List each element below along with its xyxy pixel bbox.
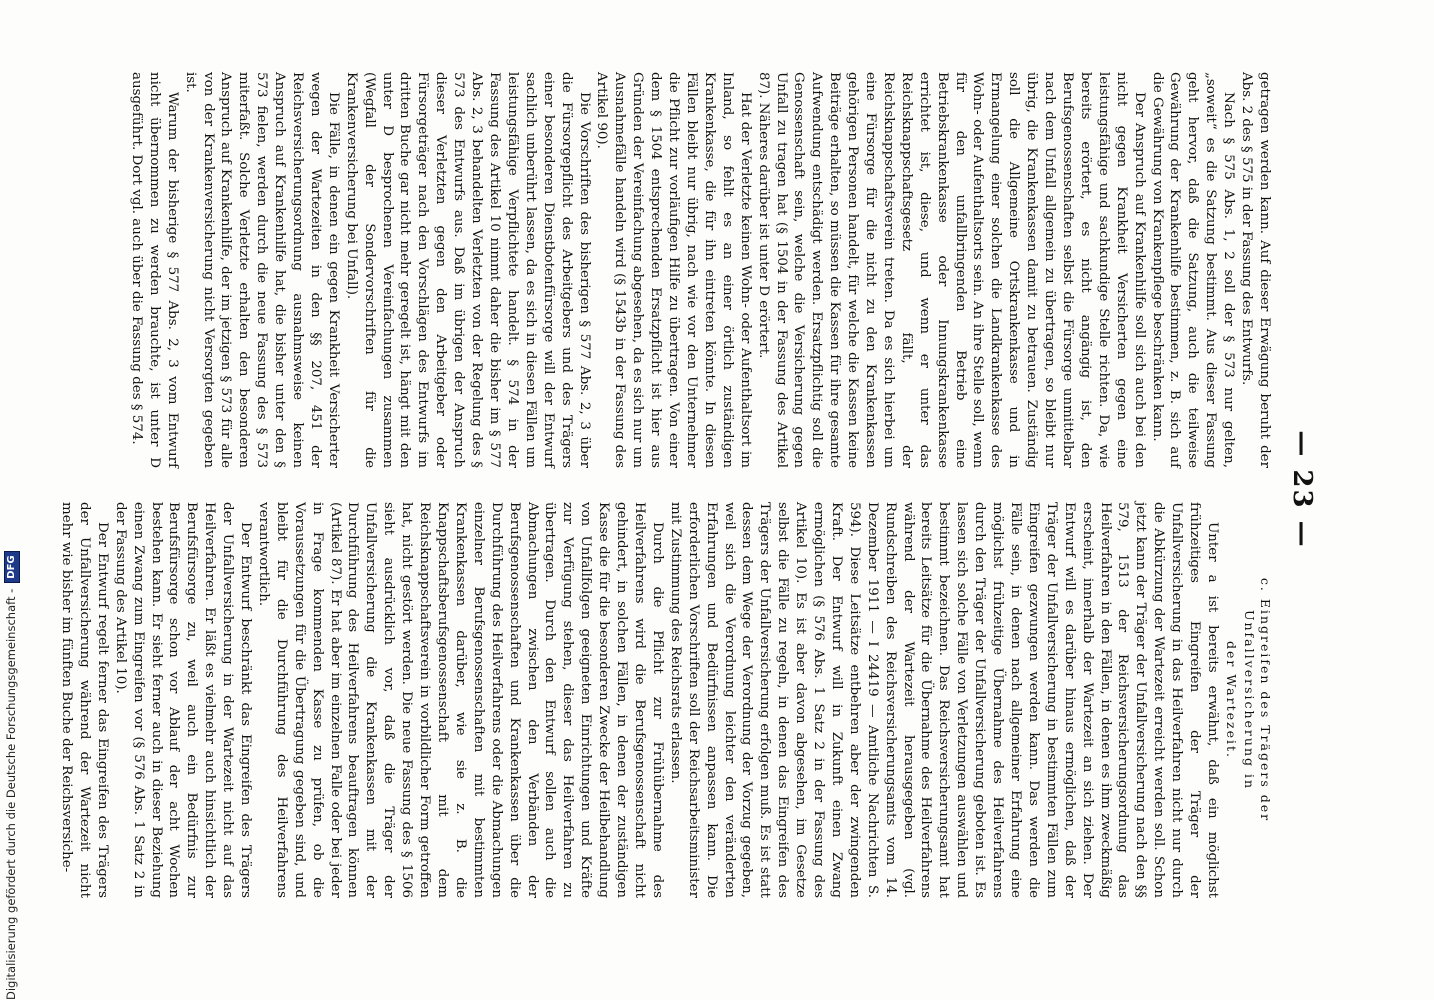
paragraph: Die Vorschriften des bisherigen § 577 Abs. 2, 3 über die Fürsorgepflicht des Arbeitgebers und des Trägers einer besonderen Dienstbotenfürsorge will der Entwurf sachlich unberührt lassen, da es sich in diesen Fällen um leistungsfähige Verpflichtete handelt. § 574 in der Fassung des Artikel 10 nimmt daher die bisher im § 577 Abs. 2, 3 behandelten Verletzten von der Regelung des § 573 des Entwurfs aus. Daß im übrigen der Anspruch dieser Verletzten gegen den Arbeitgeber oder Fürsorgeträger nach den Vorschlägen des Entwurfs im dritten Buche gar nicht mehr geregelt ist, hängt mit den unter D besprochenen Vereinfachungen zusammen (Wegfall der Sondervorschriften für die Krankenversicherung bei Unfall).	[343, 72, 592, 468]
rotated-document-page	[59, 72, 1317, 907]
paragraph: Die Fälle, in denen ein gegen Krankheit Versicherter wegen der Wartezeiten in den §§ 207, 451 der Reichsversicherungsordnung ausnahmsweise keinen Anspruch auf Krankenhilfe hat, die bisher unter den § 573 fielen, werden durch die neue Fassung des § 573 miterfaßt. Solche Verletzte erhalten den besonderen Anspruch auf Krankenhilfe, der im jetzigen § 573 für alle von der Krankenversicherung nicht Versorgten gegeben ist.	[182, 72, 341, 468]
paragraph: Der Entwurf regelt ferner das Eingreifen des Trägers der Unfallversicherung während der Wartezeit nicht mehr wie bisher im fünften Buche der Reichsversiche-	[59, 502, 110, 898]
paragraph: Warum der bisherige § 577 Abs. 2, 3 vom Entwurf nicht übernommen zu werden brauchte, ist unter D ausgeführt. Dort vgl. auch über die Fassung des § 574.	[128, 72, 180, 468]
paragraph: Unter a ist bereits erwähnt, daß ein möglichst frühzeitiges Eingreifen der Träger der Unfallversicherung in das Heilverfahren nicht nur durch die Abkürzung der Wartezeit erreicht werden soll. Schon jetzt kann der Träger der Unfallversicherung nach den §§ 579, 1513 der Reichsversicherungsordnung das Heilverfahren in den Fällen, in denen es ihm zweckmäßig erscheint, innerhalb der Wartezeit an sich ziehen. Der Entwurf will es darüber hinaus ermöglichen, daß der Träger der Unfallversicherung in bestimmten Fällen zum Eingreifen gezwungen werden kann. Das werden die Fälle sein, in denen nach allgemeiner Erfahrung eine möglichst frühzeitige Übernahme des Heilverfahrens durch den Träger der Unfallversicherung geboten ist. Es lassen sich solche Fälle von Verletzungen auswählen und bestimmt bezeichnen. Das Reichsversicherungsamt hat bereits Leitsätze für die Übernahme des Heilverfahrens während der Wartezeit herausgegeben (vgl. Rundschreiben des Reichsversicherungsamts vom 14. Dezember 1911 — I 24419 — Amtliche Nachrichten S. 594). Diese Leitsätze entbehren aber der zwingenden Kraft. Der Entwurf will in Zukunft einen Zwang ermöglichen (§ 576 Abs. 1 Satz 2 in der Fassung des Artikel 10). Es ist aber davon abgesehen, im Gesetze selbst die Fälle zu regeln, in denen das Eingreifen des Trägers der Unfallversicherung erfolgen muß. Es ist statt dessen dem Wege der Verordnung der Vorzug gegeben, weil sich die Verordnung leichter den veränderten Erfahrungen und Bedürfnissen anpassen kann. Die erforderlichen Vorschriften soll der Reichsarbeitsminister mit Zustimmung des Reichsrats erlassen.	[667, 502, 1220, 898]
dfg-logo: DFG	[4, 551, 20, 582]
paragraph: Durch die Pflicht zur Frühübernahme des Heilverfahrens wird die Berufsgenossenschaft nicht gehindert, in solchen Fällen, in denen der zuständigen Kasse die für die besonderen Zwecke der Heilbehandlung von Unfallfolgen geeigneten Einrichtungen und Kräfte zur Verfügung stehen, dieser das Heilverfahren zu übertragen. Durch den Entwurf sollen auch die Abmachungen zwischen den Verbänden der Berufsgenossenschaften und Krankenkassen über die Durchführung des Heilverfahrens oder die Abmachungen einzelner Berufsgenossenschaften mit bestimmten Krankenkassen darüber, wie sie z. B. die Knappschaftsberufsgenossenschaft mit dem Reichsknappschaftsverein in vorbildlicher Form getroffen hat, nicht gestört werden. Die neue Fassung des § 1506 sieht ausdrücklich vor, daß die Träger der Unfallversicherung die Krankenkassen mit der Durchführung des Heilverfahrens beauftragen können (Artikel 87). Er hat aber im einzelnen Falle oder bei jeder in Frage kommenden Kasse zu prüfen, ob die Voraussetzungen für die Übertragung gegeben sind, und bleibt für die Durchführung des Heilverfahrens verantwortlich.	[255, 502, 665, 898]
credit-text: Digitalisierung gefördert durch die Deutsche Forschungsgemeinschaft -	[4, 588, 18, 1000]
right-text-column	[59, 502, 1273, 898]
section-heading: c. Eingreifen des Trägers der Unfallversicherung in	[1242, 577, 1273, 823]
paragraph: Der Anspruch auf Krankenhilfe soll sich auch bei den nicht gegen Krankheit Versicherten gegen eine leistungsfähige und sachkundige Stelle richten. Da, wie bereits erörtert, es nicht angängig ist, den Berufsgenossenschaften selbst die Fürsorge unmittelbar nach dem Unfall allgemein zu übertragen, so bleibt nur übrig, die Krankenkassen damit zu betrauen. Zuständig soll die Allgemeine Ortskrankenkasse und in Ermangelung einer solchen die Landkrankenkasse des Wohn- oder Aufenthaltsorts sein. An ihre Stelle soll, wenn für den unfallbringenden Betrieb eine Betriebskrankenkasse oder Innungskrankenkasse errichtet ist, diese, und wenn er unter das Reichsknappschaftsgesetz fällt, der Reichsknappschaftsverein treten. Da es sich hierbei um eine Fürsorge für die nicht zu den Krankenkassen gehörigen Personen handelt, für welche die Kassen keine Beiträge erhalten, so müssen die Kassen für ihre gesamte Aufwendung entschädigt werden. Ersatzpflichtig soll die Genossenschaft sein, welche die Versicherung gegen Unfall zu tragen hat (§ 1504 in der Fassung des Artikel 87). Näheres darüber ist unter D erörtert.	[755, 72, 1147, 468]
paragraph: Hat der Verletzte keinen Wohn- oder Aufenthaltsort im Inland, so fehlt es an einer örtlich zuständigen Krankenkasse, die für ihn eintreten könnte. In diesen Fällen bleibt nur übrig, nach wie vor den Unternehmer die Pflicht zur vorläufigen Hilfe zu übertragen. Von einer dem § 1504 entsprechenden Ersatzpflicht ist hier aus Gründen der Vereinfachung abgesehen, da es sich nur um Ausnahmefälle handeln wird (§ 1543b in der Fassung des Artikel 90).	[594, 72, 753, 468]
digitization-credit	[0, 0, 22, 1000]
section-heading-continued: der Wartezeit.	[1224, 641, 1239, 759]
page-number: — 23 —	[1287, 430, 1317, 549]
paragraph: getragen werden kann. Auf dieser Erwägung beruht der Abs. 2 des § 575 in der Fassung des Entwurfs.	[1239, 72, 1272, 468]
paragraph: Nach § 575 Abs. 1, 2 soll der § 573 nur gelten, „soweit“ es die Satzung bestimmt. Aus dieser Fassung geht hervor, daß die Satzung, auch die teilweise Gewährung der Krankenhilfe bestimmen, z. B. sich auf die Gewährung von Krankenpflege beschränken kann.	[1149, 72, 1237, 468]
paragraph: Der Entwurf beschränkt das Eingreifen des Trägers der Unfallversicherung in der Wartezeit nicht auf das Heilverfahren. Er läßt es vielmehr auch hinsichtlich der Berufsfürsorge zu, weil auch ein Bedürfnis zur Berufsfürsorge schon vor Ablauf der acht Wochen bestehen kann. Er sieht ferner auch in dieser Beziehung einen Zwang zum Eingreifen vor (§ 576 Abs. 1 Satz 2 in der Fassung des Artikel 10).	[112, 502, 254, 898]
left-text-column	[123, 72, 1273, 468]
